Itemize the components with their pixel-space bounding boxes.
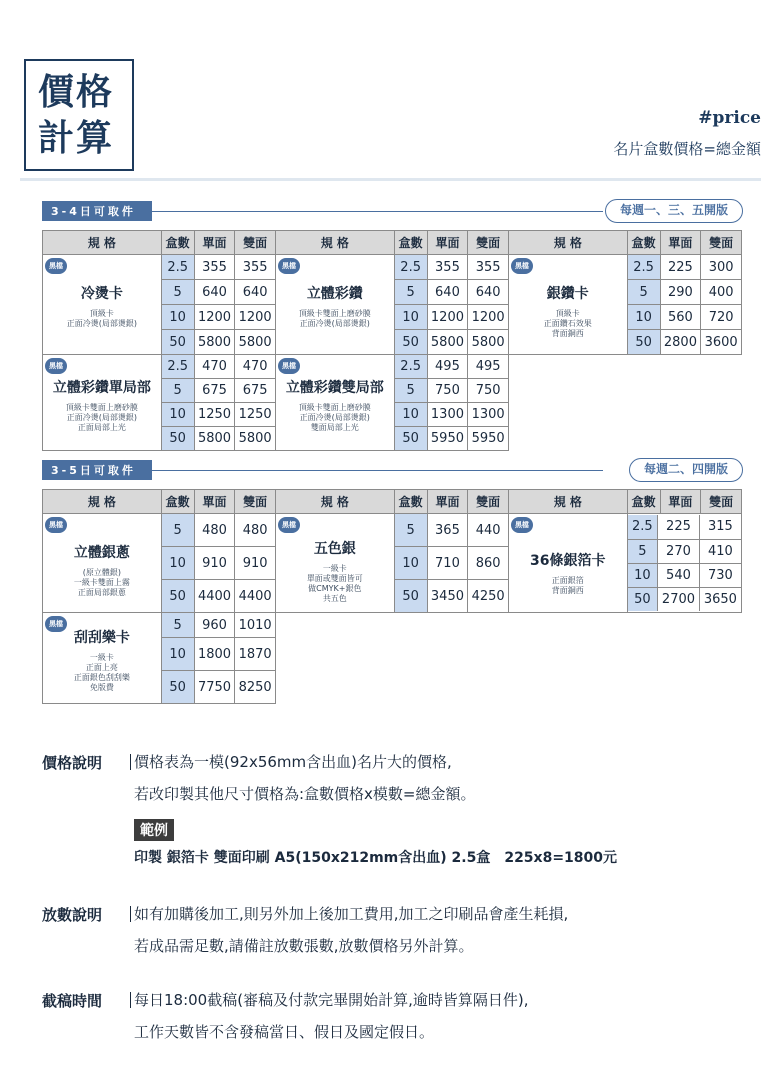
double-price-cell: 750	[468, 379, 509, 403]
header-divider	[20, 178, 761, 181]
box-count-cell: 10	[161, 403, 194, 427]
section1-bar	[42, 201, 743, 223]
column-header-spec: 規 格	[43, 490, 162, 514]
double-price-cell: 410	[699, 539, 741, 563]
column-header-double: 雙面	[235, 490, 276, 514]
box-count-cell: 10	[161, 547, 194, 580]
box-count-cell: 50	[161, 330, 194, 355]
single-price-cell: 5800	[427, 330, 468, 355]
column-header-double: 雙面	[701, 231, 742, 255]
product-p8-prices	[627, 514, 741, 613]
product-note: 頂級卡雙面上磨砂膜 正面冷燙(局部燙銀)	[298, 309, 371, 328]
product-name: 立體彩鑽雙局部	[285, 380, 384, 396]
deadline-note-separator	[130, 992, 131, 1008]
column-header-spec: 規 格	[275, 231, 394, 255]
single-price-cell: 640	[427, 280, 468, 305]
box-count-cell: 50	[394, 330, 427, 355]
single-price-cell: 365	[427, 514, 468, 547]
single-price-cell: 5800	[194, 330, 235, 355]
black-file-badge: 黑檔	[511, 258, 533, 274]
single-price-cell: 710	[427, 547, 468, 580]
double-price-cell: 910	[235, 547, 276, 580]
double-price-cell: 3600	[701, 330, 742, 355]
column-header-double: 雙面	[468, 490, 509, 514]
double-price-cell: 675	[235, 379, 276, 403]
product-p5	[275, 355, 394, 451]
double-price-cell: 315	[699, 515, 741, 539]
column-header-spec: 規 格	[508, 231, 627, 255]
extra-note-separator	[130, 906, 131, 922]
double-price-cell: 4250	[468, 580, 509, 613]
section1-schedule: 每週一、三、五開版	[605, 199, 743, 223]
example-line: 印製 銀箔卡 雙面印刷 A5(150x212mm含出血) 2.5盒 225x8=1800元	[134, 850, 618, 866]
section2-line	[152, 470, 603, 471]
deadline-note-line1: 每日18:00截稿(審稿及付款完畢開始計算,逾時皆算隔日件),	[134, 991, 529, 1009]
double-price-cell: 5800	[235, 427, 276, 451]
product-name: 刮刮樂卡	[73, 630, 130, 646]
double-price-cell: 495	[468, 355, 509, 379]
table-row	[628, 539, 741, 563]
product-name: 36條銀箔卡	[530, 553, 606, 569]
example-tag: 範例	[134, 819, 174, 841]
black-file-badge: 黑檔	[278, 258, 300, 274]
double-price-cell: 640	[235, 280, 276, 305]
double-price-cell: 5800	[235, 330, 276, 355]
box-count-cell: 10	[394, 547, 427, 580]
product-note: (原立體銀) 一級卡雙面上霧 正面局部銀蔥	[73, 568, 130, 597]
product-p2	[275, 255, 394, 355]
box-count-cell: 5	[394, 280, 427, 305]
column-header-single: 單面	[194, 231, 235, 255]
single-price-cell: 675	[194, 379, 235, 403]
table-row	[43, 613, 742, 638]
black-file-badge: 黑檔	[45, 517, 67, 533]
single-price-cell: 290	[660, 280, 701, 305]
single-price-cell: 910	[194, 547, 235, 580]
double-price-cell: 480	[235, 514, 276, 547]
table-row	[628, 563, 741, 587]
column-header-box: 盒數	[394, 231, 427, 255]
section1-tag: 3-4日可取件	[42, 201, 152, 221]
single-price-cell: 750	[427, 379, 468, 403]
section2-schedule: 每週二、四開版	[629, 458, 743, 482]
single-price-cell: 1200	[194, 305, 235, 330]
product-p4	[43, 355, 162, 451]
table-row	[43, 355, 742, 379]
section2-tag: 3-5日可取件	[42, 460, 152, 480]
box-count-cell: 2.5	[161, 255, 194, 280]
product-p7	[275, 514, 394, 613]
product-name: 銀鑽卡	[546, 286, 589, 302]
single-price-cell: 1200	[427, 305, 468, 330]
column-header-box: 盒數	[627, 490, 660, 514]
single-price-cell: 560	[660, 305, 701, 330]
box-count-cell: 2.5	[627, 255, 660, 280]
single-price-cell: 355	[427, 255, 468, 280]
section2-bar	[42, 460, 743, 482]
double-price-cell: 1870	[235, 638, 276, 671]
product-note: 頂級卡雙面上磨砂膜 正面冷燙(局部燙銀) 雙面局部上光	[298, 403, 371, 432]
box-count-cell: 2.5	[394, 355, 427, 379]
box-count-cell: 10	[161, 638, 194, 671]
product-name: 五色銀	[313, 541, 356, 557]
hashtag-label: #price	[698, 108, 761, 128]
single-price-cell: 3450	[427, 580, 468, 613]
column-header-box: 盒數	[627, 231, 660, 255]
section1-line	[152, 211, 603, 212]
box-count-cell: 2.5	[628, 515, 658, 539]
column-header-single: 單面	[427, 490, 468, 514]
double-price-cell: 355	[468, 255, 509, 280]
single-price-cell: 7750	[194, 671, 235, 704]
double-price-cell: 440	[468, 514, 509, 547]
box-count-cell: 50	[161, 427, 194, 451]
single-price-cell: 355	[194, 255, 235, 280]
column-header-box: 盒數	[161, 490, 194, 514]
column-header-spec: 規 格	[508, 490, 627, 514]
black-file-badge: 黑檔	[45, 358, 67, 374]
double-price-cell: 5950	[468, 427, 509, 451]
single-price-cell: 4400	[194, 580, 235, 613]
price-note-label: 價格說明	[42, 754, 103, 772]
box-count-cell: 10	[394, 305, 427, 330]
single-price-cell: 640	[194, 280, 235, 305]
product-p8	[508, 514, 627, 613]
extra-note-line2: 若成品需足數,請備註放數張數,放數價格另外計算。	[134, 937, 474, 955]
double-price-cell: 1200	[235, 305, 276, 330]
single-price-cell: 1800	[194, 638, 235, 671]
box-count-cell: 5	[161, 514, 194, 547]
double-price-cell: 1200	[468, 305, 509, 330]
column-header-single: 單面	[660, 231, 701, 255]
product-p1	[43, 255, 162, 355]
box-count-cell: 2.5	[161, 355, 194, 379]
double-price-cell: 720	[701, 305, 742, 330]
column-header-double: 雙面	[235, 231, 276, 255]
black-file-badge: 黑檔	[45, 616, 67, 632]
product-note: 一級卡 正面上亮 正面銀色刮刮樂 免版費	[73, 653, 130, 692]
box-count-cell: 5	[161, 613, 194, 638]
double-price-cell: 4400	[235, 580, 276, 613]
box-count-cell: 10	[627, 305, 660, 330]
page-title-line1: 價格	[38, 71, 115, 113]
box-count-cell: 50	[161, 580, 194, 613]
box-count-cell: 50	[628, 587, 658, 611]
box-count-cell: 5	[394, 379, 427, 403]
double-price-cell: 1250	[235, 403, 276, 427]
single-price-cell: 5800	[194, 427, 235, 451]
column-header-single: 單面	[427, 231, 468, 255]
box-count-cell: 2.5	[394, 255, 427, 280]
price-table-1	[42, 230, 742, 451]
price-note-line2: 若改印製其他尺寸價格為:盒數價格x模數=總金額。	[134, 785, 476, 803]
box-count-cell: 5	[161, 379, 194, 403]
box-count-cell: 50	[627, 330, 660, 355]
product-p6	[43, 514, 162, 613]
column-header-double: 雙面	[701, 490, 742, 514]
price-note-line1: 價格表為一模(92x56mm含出血)名片大的價格,	[134, 753, 452, 771]
black-file-badge: 黑檔	[278, 517, 300, 533]
box-count-cell: 10	[628, 563, 658, 587]
double-price-cell: 400	[701, 280, 742, 305]
table-row	[628, 587, 741, 611]
double-price-cell: 355	[235, 255, 276, 280]
single-price-cell: 540	[658, 563, 700, 587]
column-header-double: 雙面	[468, 231, 509, 255]
double-price-cell: 470	[235, 355, 276, 379]
single-price-cell: 2700	[658, 587, 700, 611]
page-title-line2: 計算	[38, 117, 115, 159]
black-file-badge: 黑檔	[278, 358, 300, 374]
extra-note-line1: 如有加購後加工,則另外加上後加工費用,加工之印刷品會產生耗損,	[134, 905, 569, 923]
single-price-cell: 225	[660, 255, 701, 280]
double-price-cell: 300	[701, 255, 742, 280]
table-row	[628, 515, 741, 539]
single-price-cell: 480	[194, 514, 235, 547]
box-count-cell: 50	[161, 671, 194, 704]
single-price-cell: 270	[658, 539, 700, 563]
single-price-cell: 225	[658, 515, 700, 539]
double-price-cell: 1300	[468, 403, 509, 427]
double-price-cell: 5800	[468, 330, 509, 355]
single-price-cell: 470	[194, 355, 235, 379]
box-count-cell: 10	[161, 305, 194, 330]
price-note-separator	[130, 754, 131, 770]
column-header-box: 盒數	[161, 231, 194, 255]
product-note: 一級卡 單面或雙面皆可 做CMYK+銀色 共五色	[306, 564, 363, 603]
box-count-cell: 10	[394, 403, 427, 427]
double-price-cell: 3650	[699, 587, 741, 611]
product-p9	[43, 613, 162, 704]
product-note: 頂級卡 正面冷燙(局部燙銀)	[66, 309, 137, 328]
box-count-cell: 5	[627, 280, 660, 305]
box-count-cell: 50	[394, 427, 427, 451]
double-price-cell: 1010	[235, 613, 276, 638]
single-price-cell: 1250	[194, 403, 235, 427]
product-name: 冷燙卡	[80, 286, 123, 302]
single-price-cell: 960	[194, 613, 235, 638]
deadline-note-line2: 工作天數皆不含發稿當日、假日及國定假日。	[134, 1023, 435, 1041]
double-price-cell: 8250	[235, 671, 276, 704]
product-name: 立體彩鑽單局部	[52, 380, 151, 396]
column-header-spec: 規 格	[43, 231, 162, 255]
product-p3	[508, 255, 627, 355]
product-name: 立體銀蔥	[73, 545, 130, 561]
column-header-spec: 規 格	[275, 490, 394, 514]
page-title-box	[24, 59, 134, 171]
single-price-cell: 495	[427, 355, 468, 379]
product-name: 立體彩鑽	[306, 286, 363, 302]
black-file-badge: 黑檔	[45, 258, 67, 274]
product-note: 頂級卡雙面上磨砂膜 正面冷燙(局部燙銀) 正面局部上光	[65, 403, 138, 432]
column-header-single: 單面	[660, 490, 701, 514]
box-count-cell: 5	[394, 514, 427, 547]
table-row	[43, 255, 742, 280]
single-price-cell: 2800	[660, 330, 701, 355]
single-price-cell: 5950	[427, 427, 468, 451]
single-price-cell: 1300	[427, 403, 468, 427]
double-price-cell: 640	[468, 280, 509, 305]
box-count-cell: 50	[394, 580, 427, 613]
extra-note-label: 放數說明	[42, 906, 103, 924]
product-note: 正面銀箔 背面銅西	[551, 576, 584, 595]
box-count-cell: 5	[628, 539, 658, 563]
black-file-badge: 黑檔	[511, 517, 533, 533]
product-note: 頂級卡 正面鑽石效果 背面銅西	[543, 309, 592, 338]
box-count-cell: 5	[161, 280, 194, 305]
table-row	[43, 514, 742, 547]
price-table-2	[42, 489, 742, 704]
double-price-cell: 860	[468, 547, 509, 580]
double-price-cell: 730	[699, 563, 741, 587]
page-subtitle: 名片盒數價格=總金額	[613, 140, 761, 158]
column-header-box: 盒數	[394, 490, 427, 514]
column-header-single: 單面	[194, 490, 235, 514]
deadline-note-label: 截稿時間	[42, 992, 103, 1010]
